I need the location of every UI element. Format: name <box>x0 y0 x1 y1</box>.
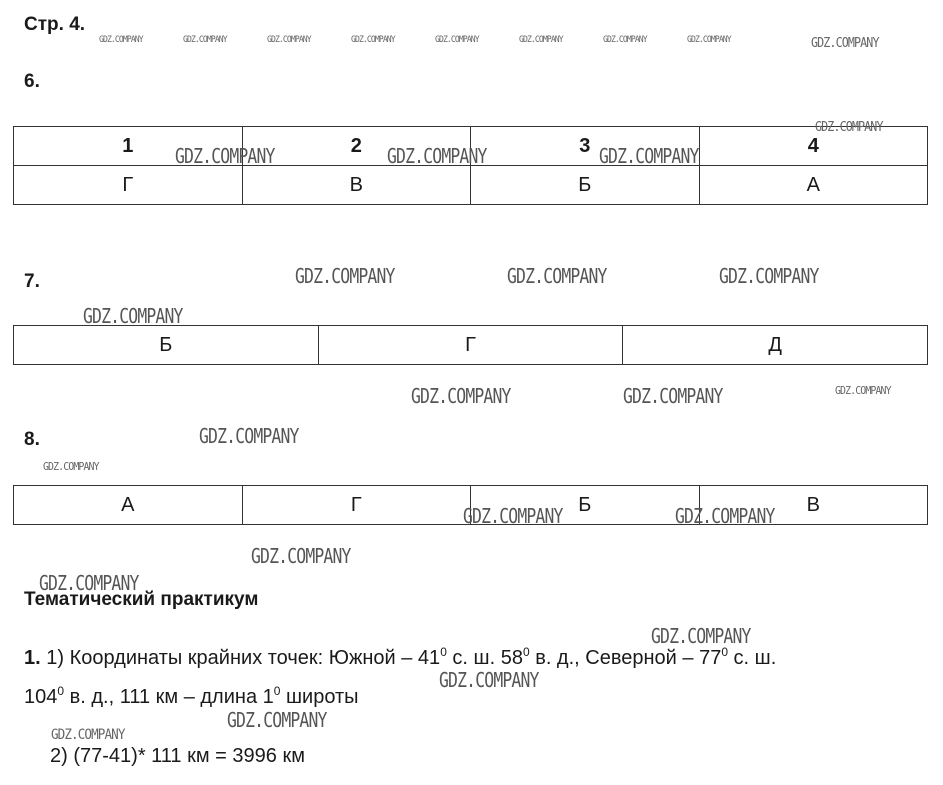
watermark: GDZ.COMPANY <box>435 35 479 45</box>
item-1-text: в. д., Северной – 77 <box>529 647 722 669</box>
watermark: GDZ.COMPANY <box>39 571 139 595</box>
watermark: GDZ.COMPANY <box>507 264 607 288</box>
watermark: GDZ.COMPANY <box>411 384 511 408</box>
watermark: GDZ.COMPANY <box>43 460 99 473</box>
item-1-text: широты <box>280 686 359 708</box>
watermark: GDZ.COMPANY <box>811 36 879 51</box>
task-8-answer-cell: Г <box>242 486 471 525</box>
watermark: GDZ.COMPANY <box>599 144 699 168</box>
degree-mark: 0 <box>440 645 447 659</box>
task-7-answer-cell: Г <box>318 326 623 365</box>
watermark: GDZ.COMPANY <box>51 727 125 743</box>
watermark: GDZ.COMPANY <box>351 35 395 45</box>
watermark: GDZ.COMPANY <box>183 35 227 45</box>
item-1-number: 1. <box>24 647 41 669</box>
watermark: GDZ.COMPANY <box>719 264 819 288</box>
watermark: GDZ.COMPANY <box>83 304 183 328</box>
watermark: GDZ.COMPANY <box>295 264 395 288</box>
watermark: GDZ.COMPANY <box>99 35 143 45</box>
watermark: GDZ.COMPANY <box>267 35 311 45</box>
section-title: Тематический практикум <box>24 589 259 610</box>
task-6-answer-row <box>14 166 928 205</box>
watermark: GDZ.COMPANY <box>227 708 327 732</box>
item-1-line-1 <box>24 646 776 670</box>
watermark: GDZ.COMPANY <box>387 144 487 168</box>
task-6-answer-cell: А <box>699 166 928 205</box>
degree-mark: 0 <box>273 684 281 698</box>
item-1-text: с. ш. <box>728 647 777 669</box>
degree-mark: 0 <box>721 645 728 659</box>
task-7-number: 7. <box>24 271 40 292</box>
watermark: GDZ.COMPANY <box>651 624 751 648</box>
watermark: GDZ.COMPANY <box>199 424 299 448</box>
watermark: GDZ.COMPANY <box>675 504 775 528</box>
task-6-header-cell: 4 <box>699 127 928 166</box>
task-6-answer-cell: В <box>242 166 471 205</box>
degree-mark: 0 <box>57 684 65 698</box>
watermark: GDZ.COMPANY <box>623 384 723 408</box>
task-6-header-cell: 1 <box>14 127 243 166</box>
task-6-header-cell: 2 <box>242 127 471 166</box>
watermark: GDZ.COMPANY <box>175 144 275 168</box>
task-6-number: 6. <box>24 71 40 92</box>
item-1-line-3: 2) (77-41)* 111 км = 3996 км <box>50 745 305 767</box>
task-7-table <box>13 325 928 365</box>
watermark: GDZ.COMPANY <box>603 35 647 45</box>
watermark: GDZ.COMPANY <box>463 504 563 528</box>
task-7-answer-cell: Д <box>623 326 928 365</box>
task-7-answer-cell: Б <box>14 326 319 365</box>
watermark: GDZ.COMPANY <box>815 120 883 135</box>
watermark: GDZ.COMPANY <box>251 544 351 568</box>
task-8-answer-cell: В <box>699 486 928 525</box>
page-label: Стр. 4. <box>24 14 86 35</box>
item-1-text: 1) Координаты крайних точек: Южной – 41 <box>40 647 441 669</box>
item-1-text: в. д., 111 км – длина 1 <box>64 686 274 708</box>
watermark: GDZ.COMPANY <box>835 384 891 397</box>
watermark: GDZ.COMPANY <box>439 668 539 692</box>
task-6-header-cell: 3 <box>471 127 700 166</box>
task-8-answer-cell: А <box>14 486 243 525</box>
watermark: GDZ.COMPANY <box>687 35 731 45</box>
task-8-number: 8. <box>24 429 40 450</box>
watermark: GDZ.COMPANY <box>519 35 563 45</box>
item-1-line-2 <box>24 685 359 709</box>
task-6-answer-cell: Г <box>14 166 243 205</box>
task-8-answer-cell: Б <box>471 486 700 525</box>
degree-mark: 0 <box>522 645 530 659</box>
item-1-text: 104 <box>24 686 58 708</box>
task-7-answer-row <box>14 326 928 365</box>
task-6-answer-cell: Б <box>471 166 700 205</box>
item-1-text: с. ш. 58 <box>446 647 523 669</box>
